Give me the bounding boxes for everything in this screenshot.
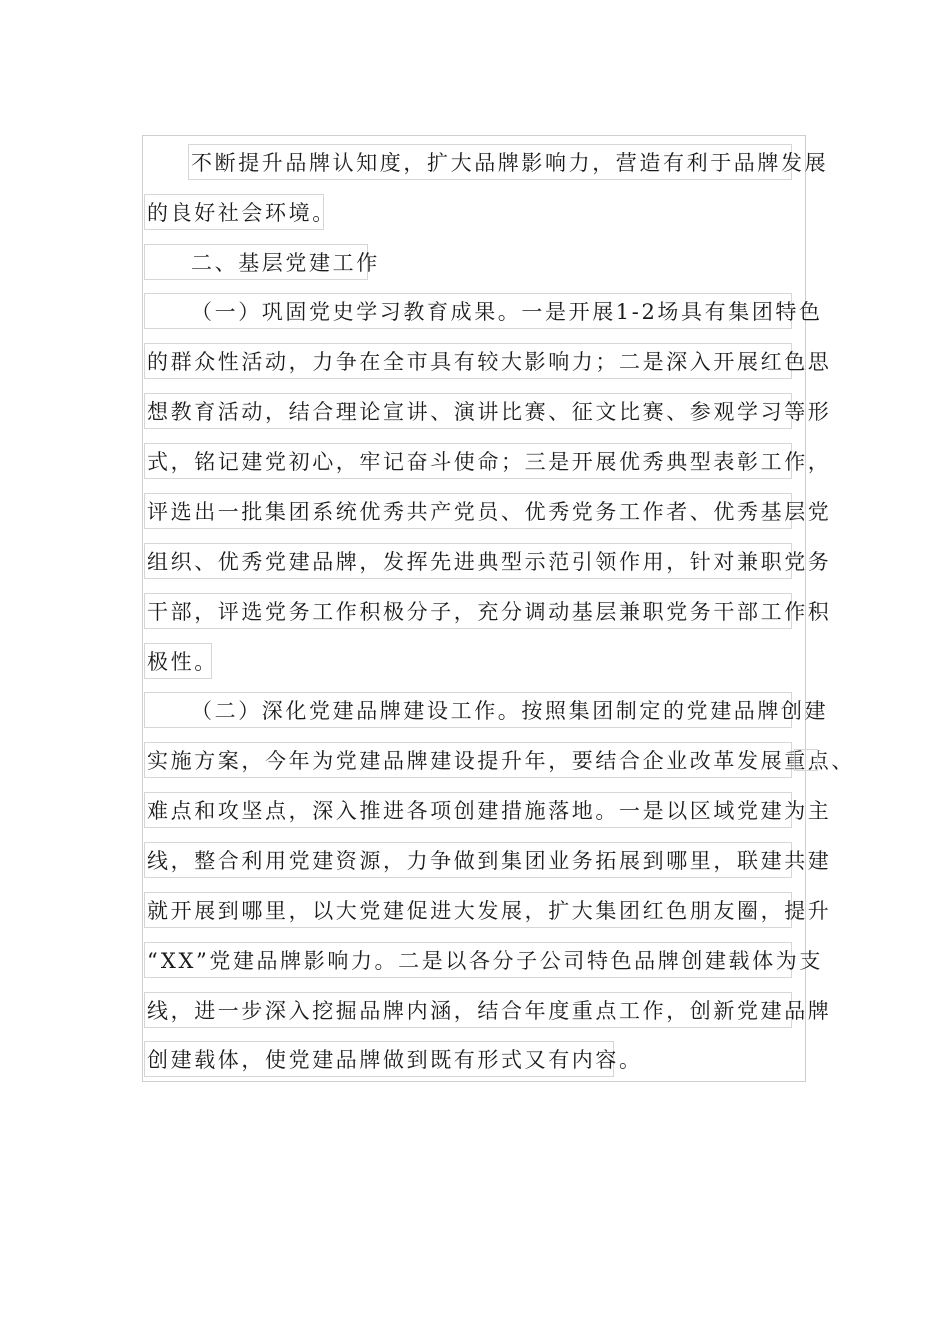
- text-line: 线，整合利用党建资源，力争做到集团业务拓展到哪里，联建共建: [144, 842, 792, 878]
- text-line: 就开展到哪里，以大党建促进大发展，扩大集团红色朋友圈，提升: [144, 892, 792, 928]
- text-line: （二）深化党建品牌建设工作。按照集团制定的党建品牌创建: [144, 692, 792, 728]
- text-line: （一）巩固党史学习教育成果。一是开展1-2场具有集团特色: [144, 293, 792, 329]
- text-line: 创建载体，使党建品牌做到既有形式又有内容。: [144, 1041, 614, 1077]
- text-line: 组织、优秀党建品牌，发挥先进典型示范引领作用，针对兼职党务: [144, 543, 792, 579]
- text-line: 难点和攻坚点，深入推进各项创建措施落地。一是以区域党建为主: [144, 792, 792, 828]
- text-line: 干部，评选党务工作积极分子，充分调动基层兼职党务干部工作积: [144, 593, 792, 629]
- text-line: 的良好社会环境。: [144, 194, 324, 230]
- text-line: 实施方案，今年为党建品牌建设提升年，要结合企业改革发展重点、: [144, 742, 792, 778]
- text-line: 极性。: [144, 643, 212, 679]
- text-line: 不断提升品牌认知度，扩大品牌影响力，营造有利于品牌发展: [188, 144, 792, 180]
- text-line: 线，进一步深入挖掘品牌内涵，结合年度重点工作，创新党建品牌: [144, 992, 792, 1028]
- text-line: 式，铭记建党初心，牢记奋斗使命；三是开展优秀典型表彰工作，: [144, 443, 792, 479]
- text-line: 想教育活动，结合理论宣讲、演讲比赛、征文比赛、参观学习等形: [144, 393, 792, 429]
- overflow-marker: [794, 749, 818, 771]
- text-line: 的群众性活动，力争在全市具有较大影响力；二是深入开展红色思: [144, 343, 792, 379]
- section-heading: 二、基层党建工作: [144, 244, 368, 280]
- text-line: 评选出一批集团系统优秀共产党员、优秀党务工作者、优秀基层党: [144, 493, 792, 529]
- text-line: “XX”党建品牌影响力。二是以各分子公司特色品牌创建载体为支: [144, 942, 792, 978]
